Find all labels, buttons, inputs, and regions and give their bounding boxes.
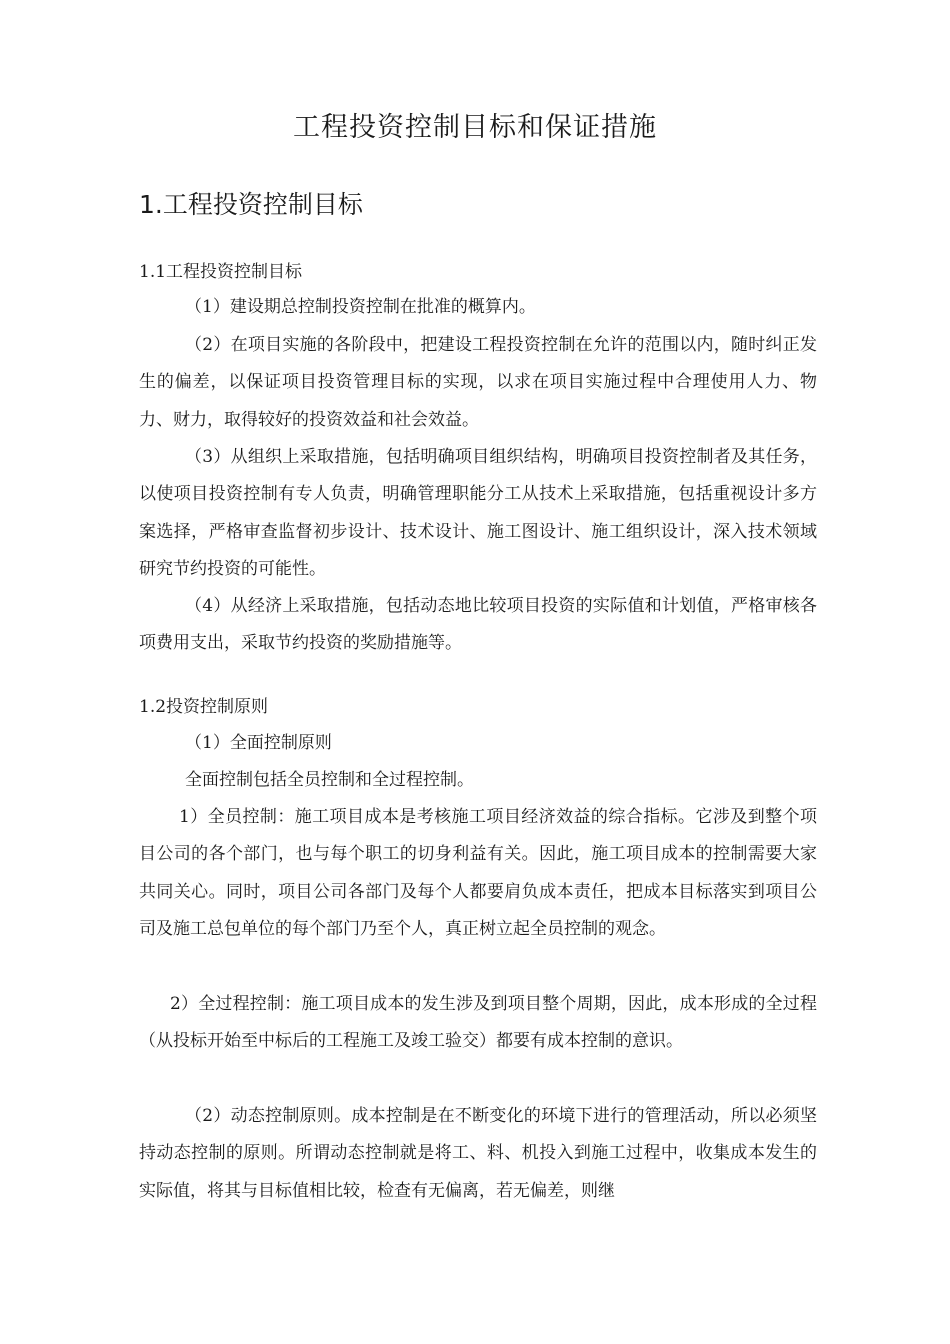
paragraph: （2）在项目实施的各阶段中，把建设工程投资控制在允许的范围以内，随时纠正发生的偏差，以保证项目投资管理目标的实现，以求在项目实施过程中合理使用人力、物力、财力，取得较好的投资效益和社会效益。 <box>139 335 817 430</box>
paragraph: （2）动态控制原则。成本控制是在不断变化的环境下进行的管理活动，所以必须坚持动态控制的原则。所谓动态控制就是将工、料、机投入到施工过程中，收集成本发生的实际值，将其与目标值相比较，检查有无偏离，若无偏差，则继 <box>139 1106 817 1201</box>
paragraph: （4）从经济上采取措施，包括动态地比较项目投资的实际值和计划值，严格审核各项费用支出，采取节约投资的奖励措施等。 <box>139 596 817 654</box>
subsection-heading: 1.2投资控制原则 <box>139 697 269 717</box>
paragraph: 1）全员控制：施工项目成本是考核施工项目经济效益的综合指标。它涉及到整个项目公司的各个部门，也与每个职工的切身利益有关。因此，施工项目成本的控制需要大家共同关心。同时，项目公司各部门及每个人都要肩负成本责任，把成本目标落实到项目公司及施工总包单位的每个部门乃至个人，真正树立起全员控制的观念。 <box>139 807 817 939</box>
paragraph: 2）全过程控制：施工项目成本的发生涉及到项目整个周期，因此，成本形成的全过程（从投标开始至中标后的工程施工及竣工验交）都要有成本控制的意识。 <box>139 994 817 1052</box>
paragraph: （3）从组织上采取措施，包括明确项目组织结构，明确项目投资控制者及其任务，以使项目投资控制有专人负责，明确管理职能分工从技术上采取措施，包括重视设计多方案选择，严格审查监督初步设计、技术设计、施工图设计、施工组织设计，深入技术领域研究节约投资的可能性。 <box>139 447 817 579</box>
paragraph: （1）全面控制原则 <box>185 733 332 753</box>
document-title: 工程投资控制目标和保证措施 <box>293 112 657 143</box>
subsection-heading: 1.1工程投资控制目标 <box>139 262 303 282</box>
paragraph: 全面控制包括全员控制和全过程控制。 <box>185 770 474 790</box>
section-heading: 1.工程投资控制目标 <box>139 190 363 219</box>
paragraph: （1）建设期总控制投资控制在批准的概算内。 <box>185 297 536 317</box>
